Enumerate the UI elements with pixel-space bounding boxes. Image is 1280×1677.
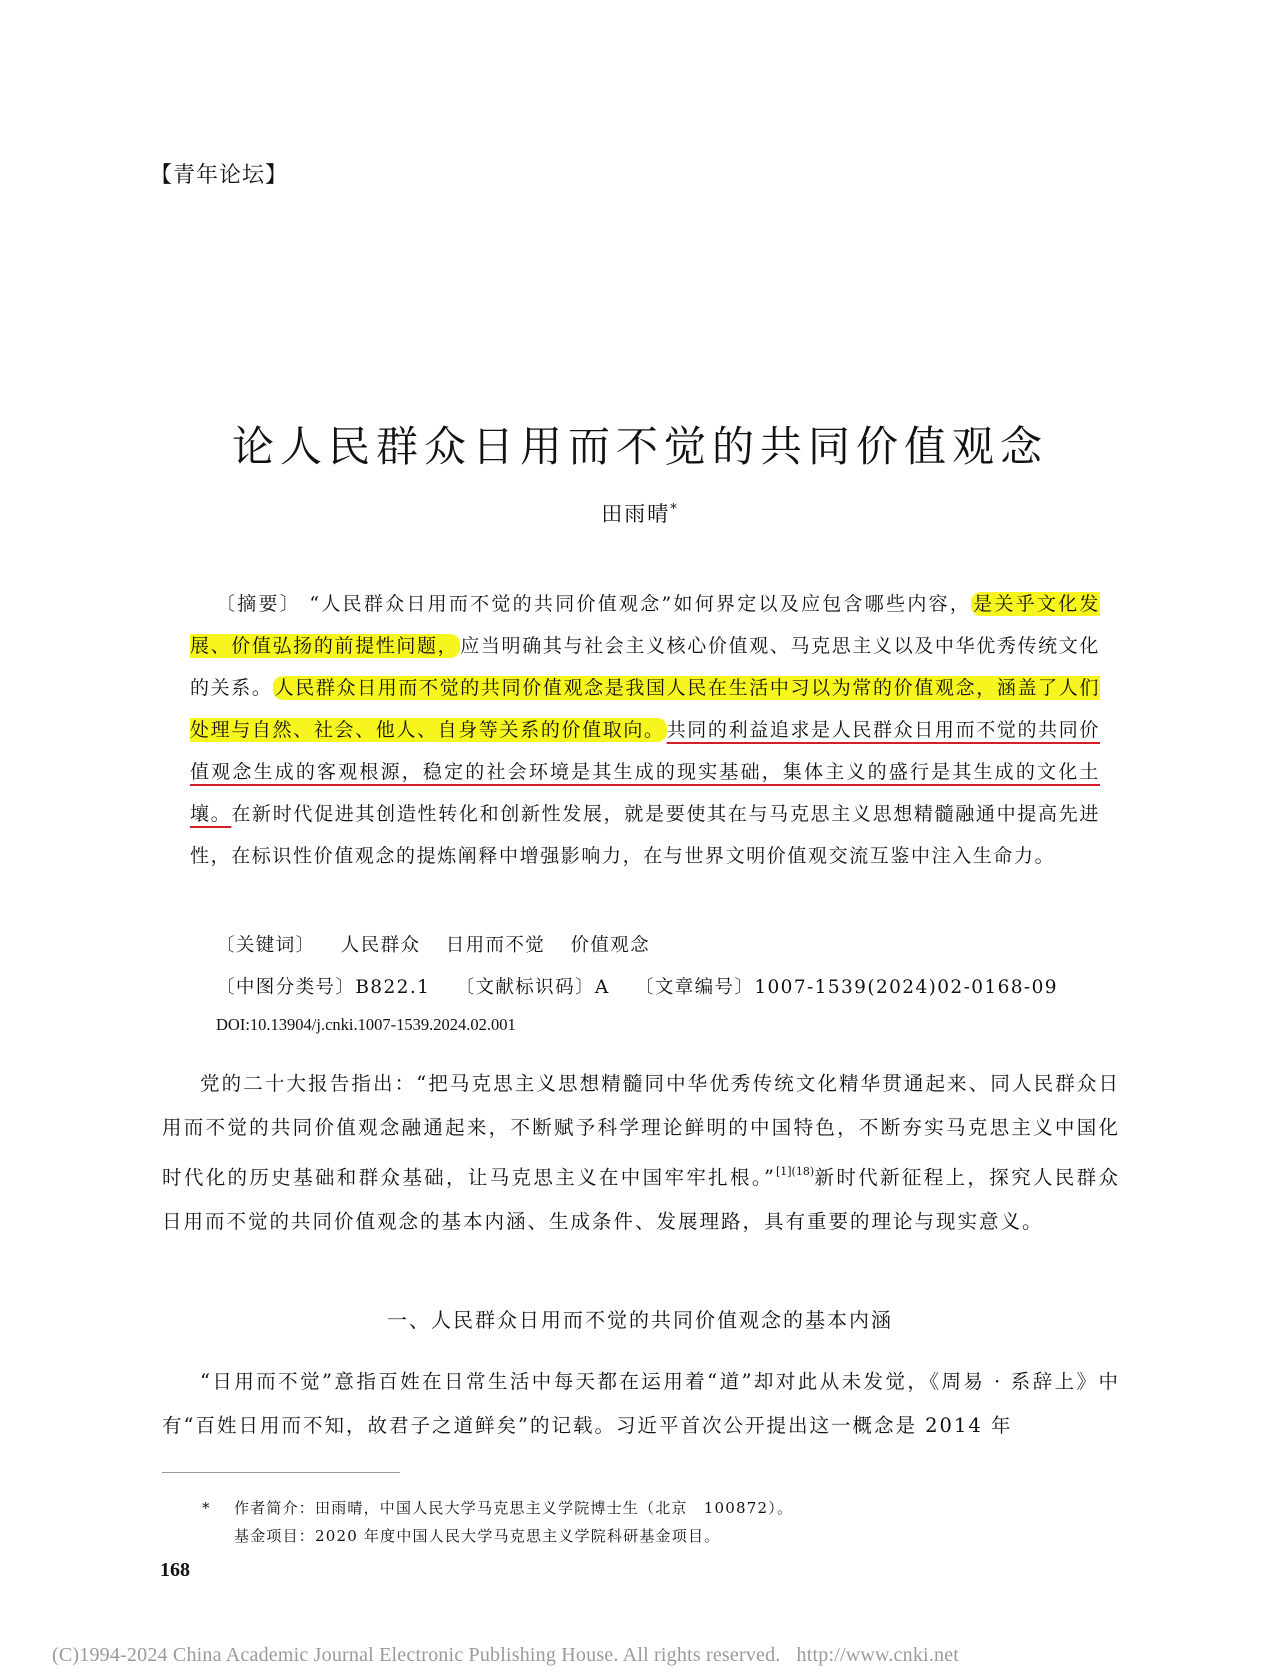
- classification-line: [216, 973, 1058, 999]
- author-line: [0, 498, 1280, 528]
- intro-text-2: 新时代新征程上，探究人民群众日用而不觉的共同价值观念的基本内涵、生成条件、发展理路，具有重要的理论与现实意义。: [162, 1166, 1120, 1233]
- abstract-text-2: 应当明确其与社会主义核心价值观、马克思主义以及中华优秀传统文化的关系。: [190, 635, 1100, 699]
- doc-code-value: A: [594, 977, 610, 998]
- clc-value: B822.1: [355, 977, 431, 998]
- footnote-mark: *: [202, 1499, 211, 1517]
- abstract-text-3: 在新时代促进其创造性转化和创新性发展，就是要使其在与马克思主义思想精髓融通中提高先进性，在标识性价值观念的提炼阐释中增强影响力，在与世界文明价值观交流互鉴中注入生命力。: [190, 803, 1101, 867]
- keywords-label: 〔关键词〕: [216, 935, 316, 956]
- underlined-passage: 共同的利益追求是人民群众日用而不觉的共同价值观念生成的客观根源，稳定的社会环境是其生成的现实基础，集体主义的盛行是其生成的文化土壤。: [190, 719, 1100, 825]
- cnki-link[interactable]: http://www.cnki.net: [796, 1644, 960, 1666]
- footnote-author: [202, 1497, 793, 1518]
- footnote-divider: [162, 1472, 400, 1473]
- intro-text: 党的二十大报告指出：“把马克思主义思想精髓同中华优秀传统文化精华贯通起来、同人民群众日用而不觉的共同价值观念融通起来，不断赋予科学理论鲜明的中国特色，不断夯实马克思主义中国化时代化的历史基础和群众基础，让马克思主义在中国牢牢扎根。”: [162, 1072, 1120, 1189]
- doi[interactable]: DOI:10.13904/j.cnki.1007-1539.2024.02.001: [216, 1015, 516, 1034]
- section-heading: 一、人民群众日用而不觉的共同价值观念的基本内涵: [387, 1308, 893, 1332]
- author-note: 作者简介：田雨晴，中国人民大学马克思主义学院博士生（北京 100872）。: [234, 1499, 794, 1517]
- highlight-2: 人民群众日用而不觉的共同价值观念是我国人民在生活中习以为常的价值观念，涵盖了人们处理与自然、社会、他人、自身等关系的价值取向。: [190, 677, 1100, 741]
- highlight-1: 是关乎文化发展、价值弘扬的前提性问题，: [190, 593, 1101, 657]
- keyword: 价值观念: [570, 935, 651, 956]
- section-text: “日用而不觉”意指百姓在日常生活中每天都在运用着“道”却对此从未发觉，《周易 · 系辞上》中有“百姓日用而不知，故君子之道鲜矣”的记载。习近平首次公开提出这一概念是 2014 年: [162, 1370, 1120, 1437]
- article-no-label: 〔文章编号〕: [634, 977, 755, 998]
- abstract-text-1: “人民群众日用而不觉的共同价值观念”如何界定以及应包含哪些内容，: [309, 593, 972, 615]
- section-paragraph: [162, 1360, 1120, 1448]
- copyright-text: (C)1994-2024 China Academic Journal Electronic Publishing House. All rights reserved.: [52, 1644, 781, 1666]
- page-number: 168: [160, 1559, 190, 1581]
- author-name: 田雨晴: [601, 502, 671, 526]
- citation[interactable]: [1](18): [775, 1165, 815, 1178]
- keywords: [216, 931, 650, 957]
- keyword: 日用而不觉: [445, 935, 546, 956]
- footnote-fund: 基金项目：2020 年度中国人民大学马克思主义学院科研基金项目。: [234, 1527, 721, 1545]
- column-tag: 【青年论坛】: [150, 163, 289, 188]
- clc-label: 〔中图分类号〕: [216, 977, 356, 998]
- abstract: [190, 583, 1100, 877]
- author-footnote-mark[interactable]: *: [670, 502, 679, 517]
- intro-paragraph: [162, 1062, 1120, 1244]
- article-title: 论人民群众日用而不觉的共同价值观念: [231, 422, 1048, 472]
- abstract-label: 〔摘要〕: [216, 593, 302, 615]
- doc-code-label: 〔文献标识码〕: [455, 977, 595, 998]
- article-no-value: 1007-1539(2024)02-0168-09: [754, 977, 1058, 998]
- keyword: 人民群众: [340, 935, 421, 956]
- copyright-footer: [52, 1644, 959, 1667]
